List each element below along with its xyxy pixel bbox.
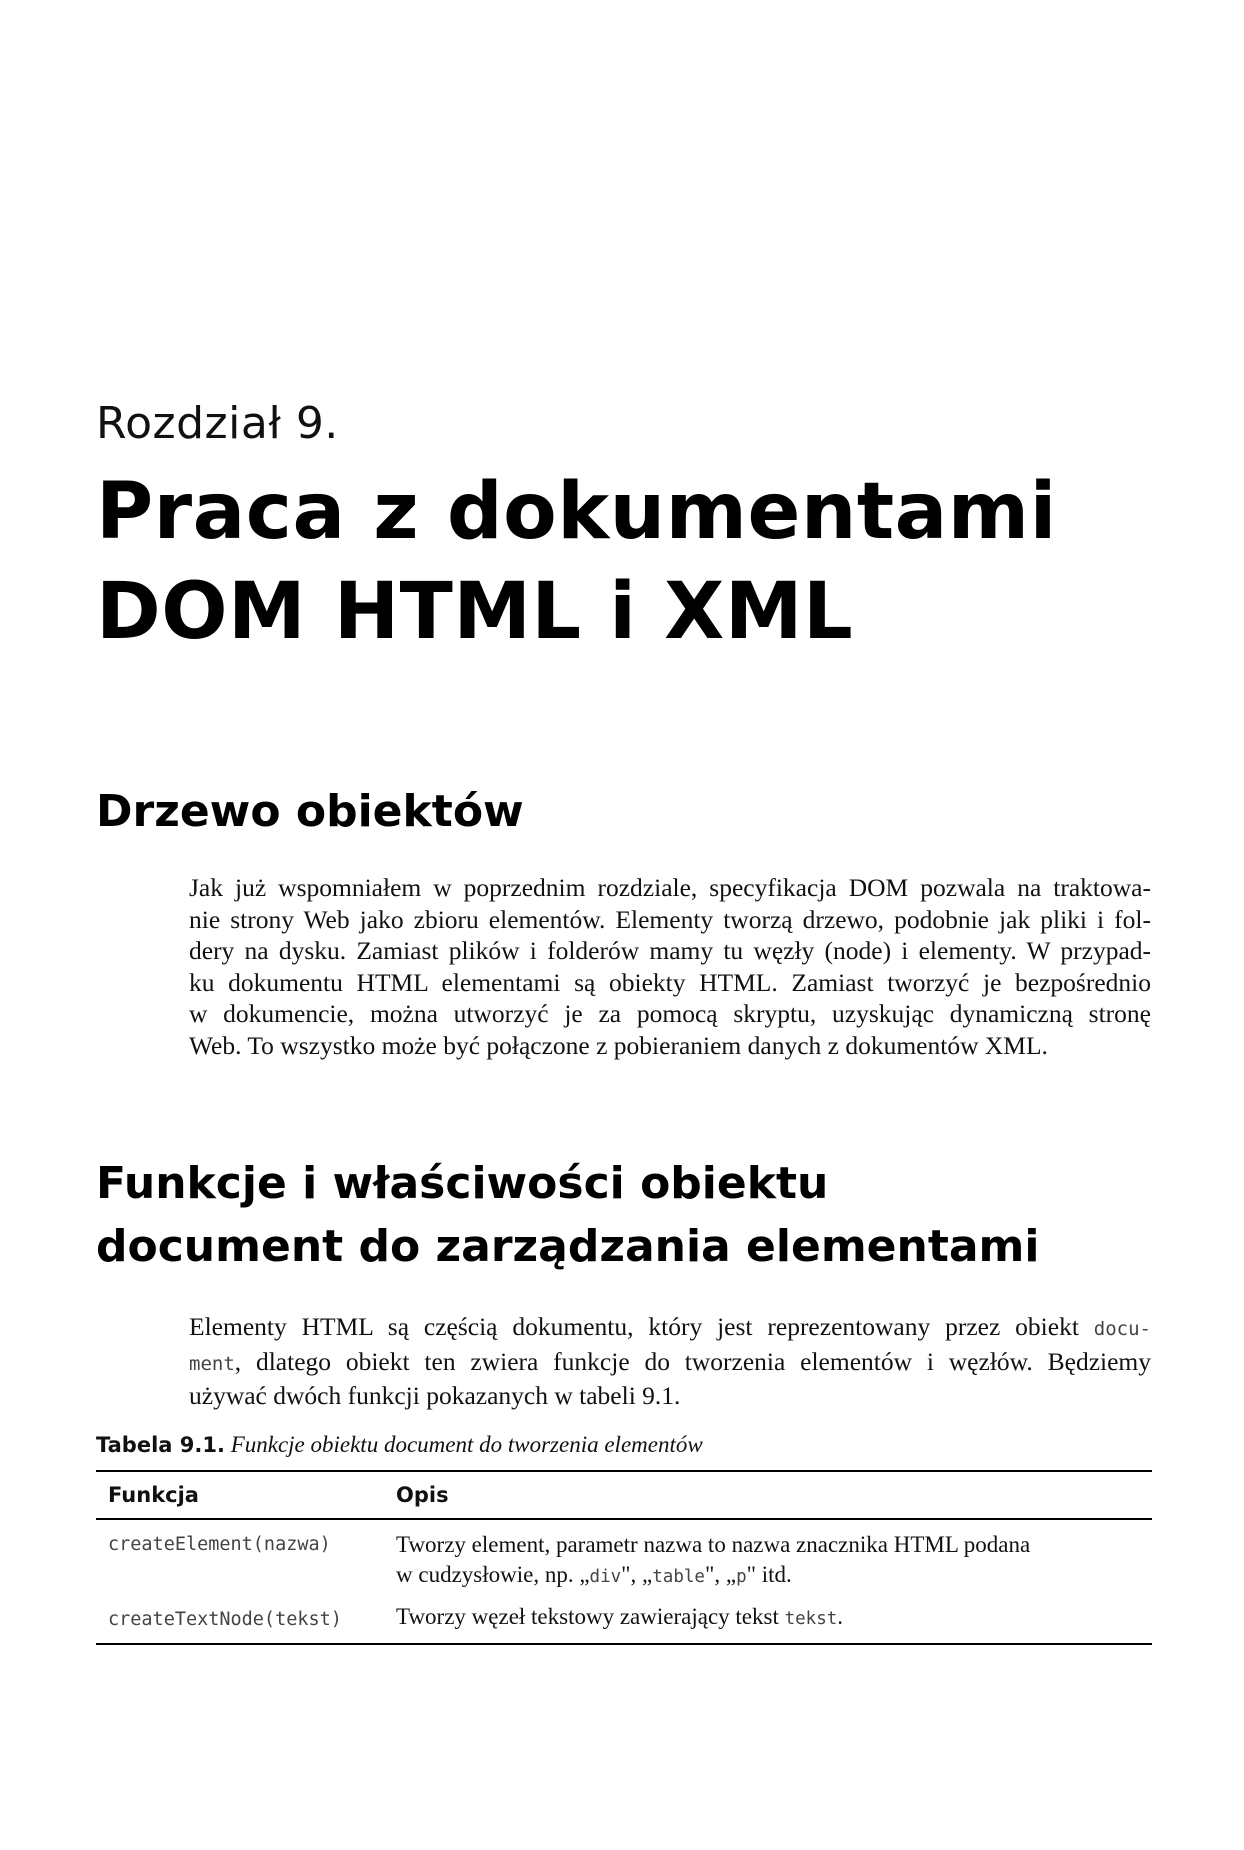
paragraph-line: Web. To wszystko może być połączone z pobieraniem danych z dokumentów XML. [189,1030,1048,1060]
inline-code: div [589,1567,622,1587]
table-caption-label: Tabela 9.1. [96,1433,225,1457]
column-header-function: Funkcja [108,1483,199,1507]
paragraph-line [189,1311,1151,1346]
table-header-row [96,1471,1152,1519]
paragraph-line: używać dwóch funkcji pokazanych w tabeli 9.1. [189,1381,681,1410]
table-row [96,1596,1152,1644]
functions-table [96,1470,1152,1645]
chapter-title-line-1: Praca z dokumentami [96,467,1057,557]
inline-code: ment [189,1352,235,1375]
inline-code: p [736,1567,747,1587]
table-caption [96,1432,703,1458]
chapter-title [96,462,1156,662]
description-text: . [837,1604,844,1629]
paragraph-tree [189,872,1151,1061]
column-header-description: Opis [396,1483,449,1507]
chapter-label: Rozdział 9. [96,398,339,449]
section-heading-funcs-line-1: Funkcje i właściwości obiektu [96,1158,829,1209]
description-text: w cudzysłowie, np. „ [396,1562,590,1587]
paragraph-line [189,1346,1151,1381]
description-text: ", „ [621,1562,653,1587]
function-name: createTextNode(tekst) [108,1609,342,1630]
paragraph-text: Elementy HTML są częścią dokumentu, który jest reprezentowany przez obiekt [189,1312,1094,1341]
section-heading-funcs [96,1152,1040,1278]
description-text: ", „ [704,1562,737,1587]
section-heading-funcs-line-2: document do zarządzania elementami [96,1221,1040,1272]
description-text: " itd. [746,1562,792,1587]
inline-code: table [652,1567,705,1587]
table-row [96,1519,1152,1596]
inline-code: docu- [1093,1318,1151,1340]
paragraph-line: ku dokumentu HTML elementami są obiekty HTML. Zamiast tworzyć je bezpośrednio [189,967,1151,997]
paragraph-text: , dlatego obiekt ten zwiera funkcje do tworzenia elementów i węzłów. Będziemy [234,1346,1151,1376]
paragraph-funcs [189,1311,1151,1412]
paragraph-line: dery na dysku. Zamiast plików i folderów mamy tu węzły (node) i elementy. W przypad- [189,936,1151,965]
function-description [384,1596,1152,1644]
description-line [396,1560,1140,1592]
chapter-title-line-2: DOM HTML i XML [96,567,854,657]
function-name: createElement(nazwa) [108,1534,331,1555]
description-text: Tworzy węzeł tekstowy zawierający tekst [396,1604,785,1629]
paragraph-line: Jak już wspomniałem w poprzednim rozdziale, specyfikacja DOM pozwala na traktowa- [189,873,1151,902]
description-line: Tworzy element, parametr nazwa to nazwa znacznika HTML podana [396,1532,1031,1557]
table-caption-text: Funkcje obiektu document do tworzenia elementów [224,1432,703,1457]
section-heading-tree: Drzewo obiektów [96,786,524,837]
function-description [384,1519,1152,1596]
paragraph-line: w dokumencie, można utworzyć je za pomocą skryptu, uzyskując dynamiczną stronę [189,999,1151,1028]
inline-code: tekst [784,1609,838,1629]
paragraph-line: nie strony Web jako zbioru elementów. Elementy tworzą drzewo, podobnie jak pliki i fol- [189,904,1151,934]
